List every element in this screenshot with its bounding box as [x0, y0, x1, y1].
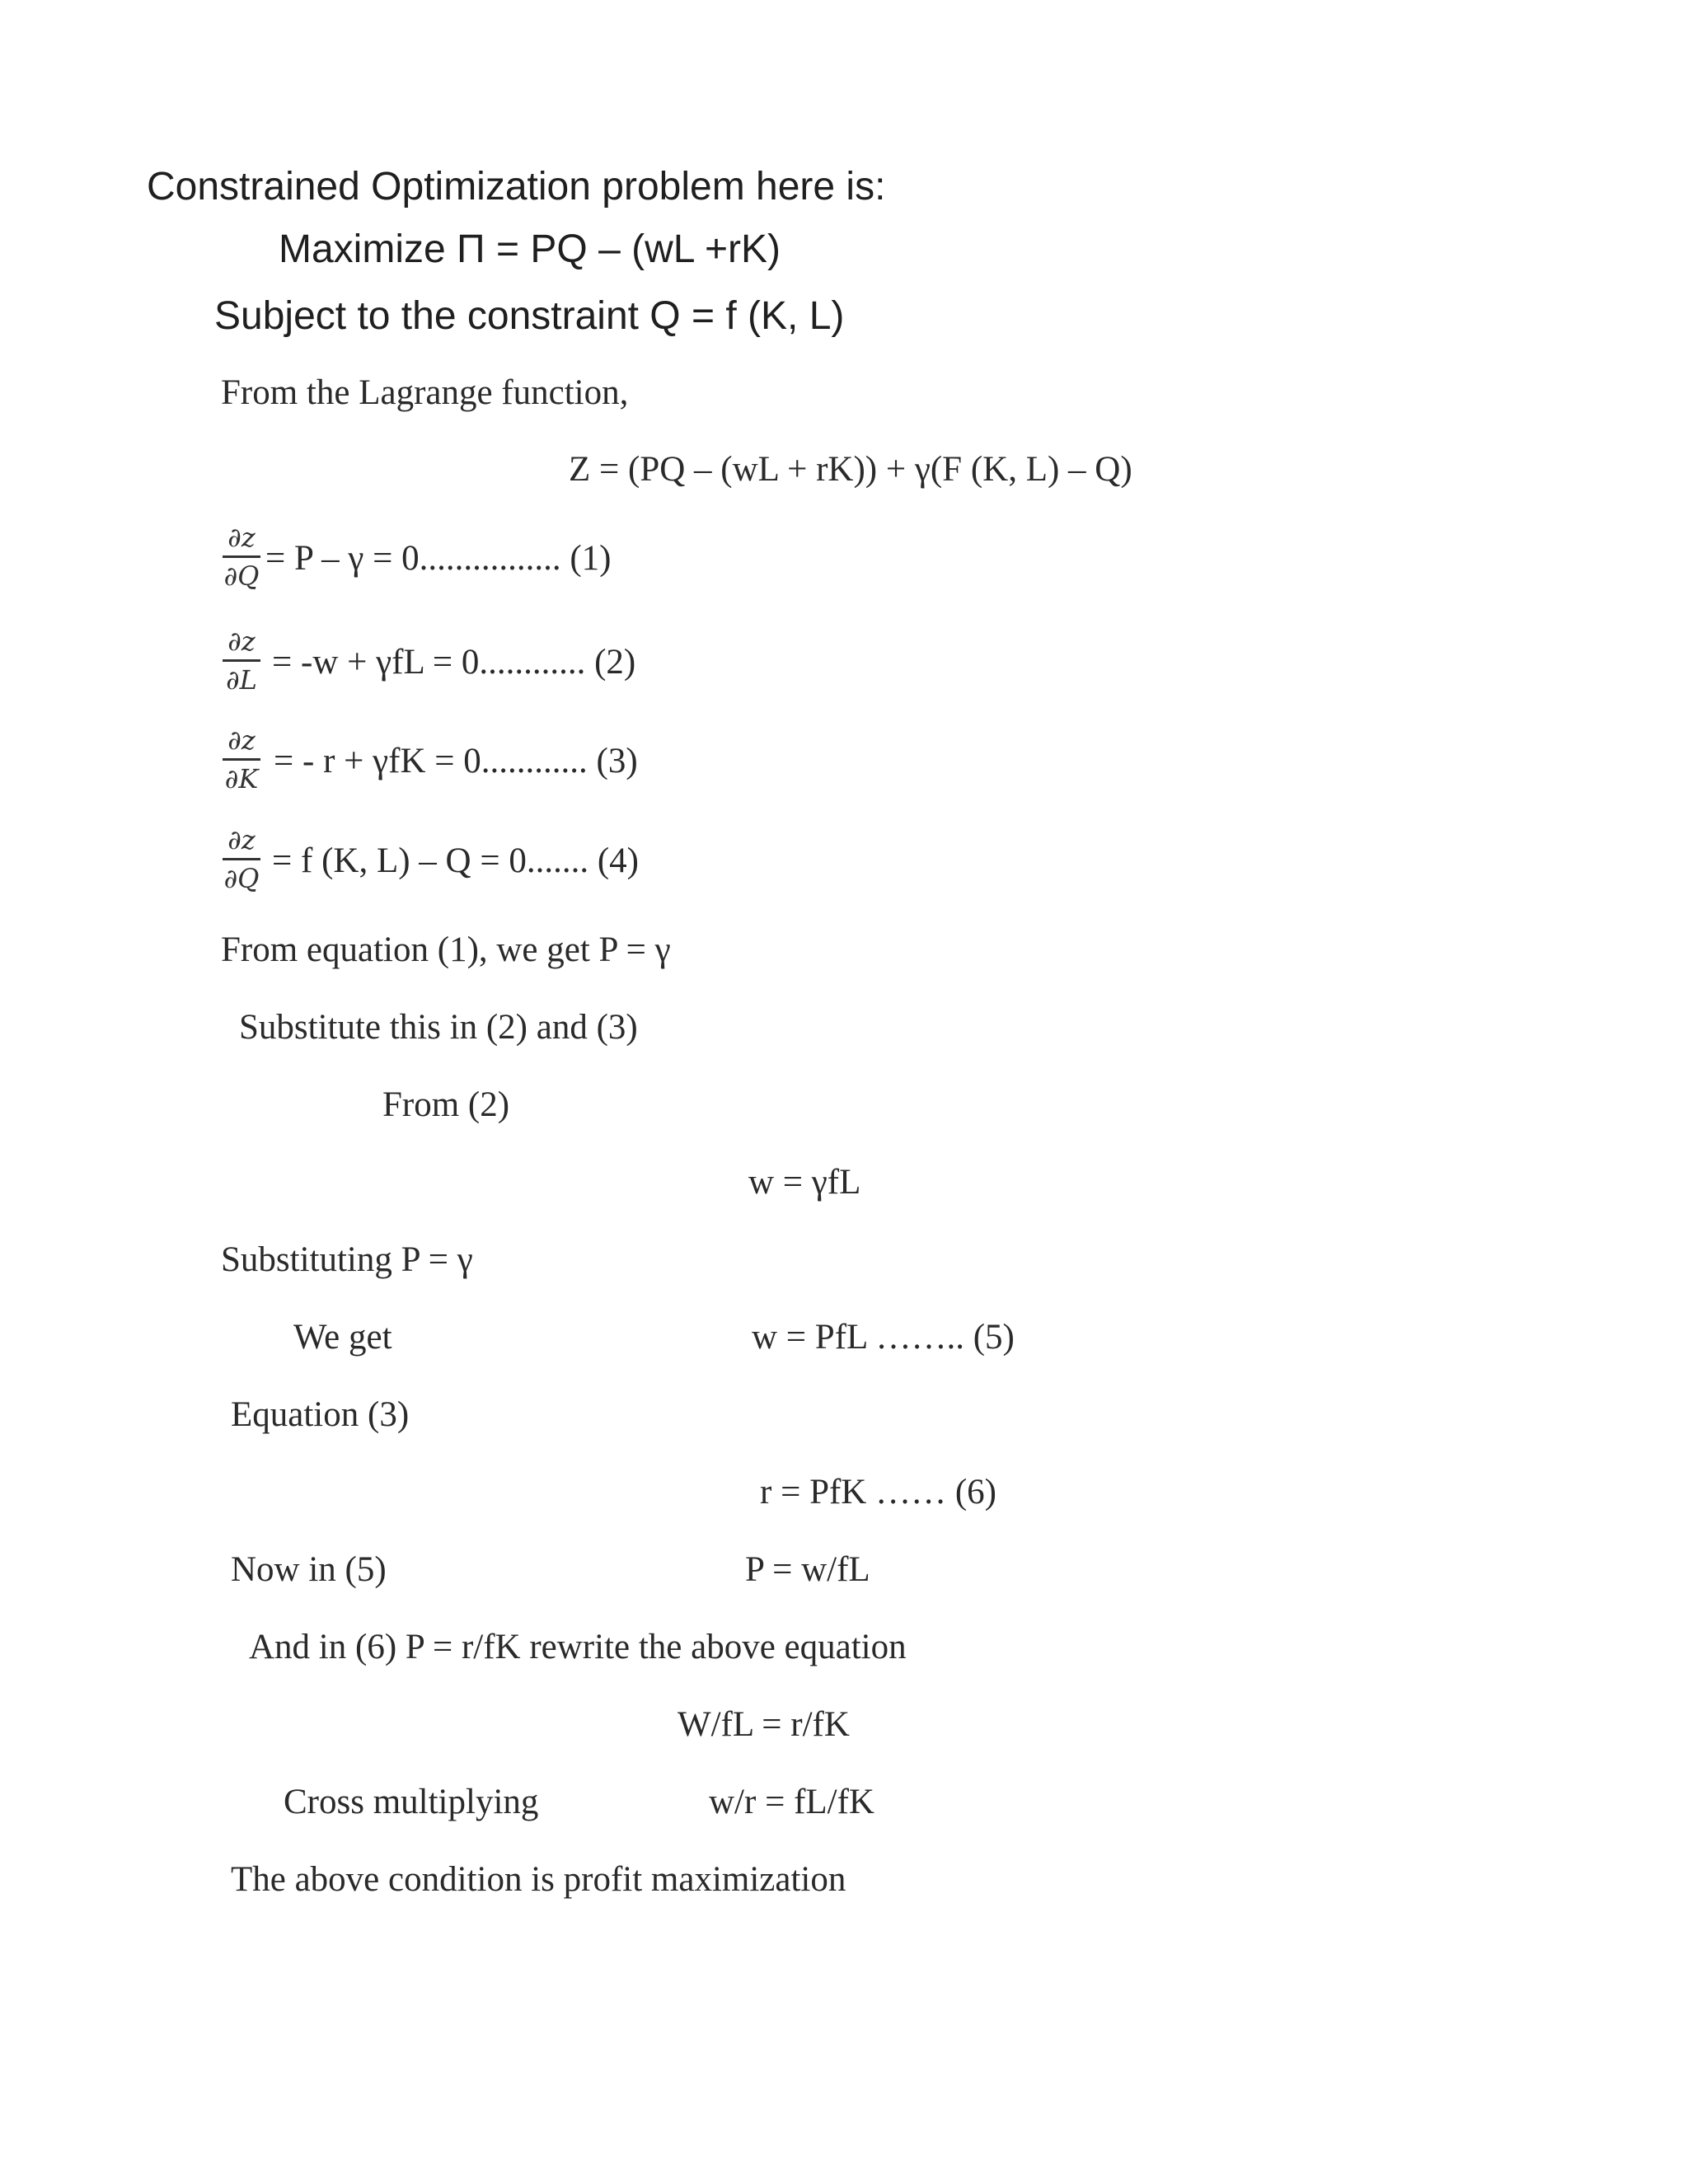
we-get-label: We get: [293, 1318, 392, 1357]
fraction-denominator: ∂L: [226, 664, 257, 696]
equation-3: = - r + γfK = 0............ (3): [274, 742, 638, 780]
p-equals-w-over-fl: P = w/fL: [745, 1550, 870, 1589]
partial-derivative-dz-dl: [221, 626, 262, 696]
cross-multiplying-result: w/r = fL/fK: [709, 1783, 874, 1821]
equation-4: = f (K, L) – Q = 0....... (4): [272, 841, 639, 880]
fraction-numerator: ∂z: [227, 522, 256, 553]
ratio-equation: W/fL = r/fK: [678, 1705, 850, 1744]
fraction-numerator: ∂z: [227, 724, 256, 756]
fraction-numerator: ∂z: [227, 824, 256, 855]
equation-3-label: Equation (3): [231, 1395, 410, 1434]
from-2-label: From (2): [382, 1085, 510, 1124]
partial-derivative-dz-dk: [221, 724, 262, 794]
objective-function: Maximize Π = PQ – (wL +rK): [279, 227, 781, 271]
from-equation-1: From equation (1), we get P = γ: [221, 930, 671, 969]
equation-5: w = PfL …….. (5): [752, 1318, 1015, 1357]
fraction-denominator: ∂K: [224, 763, 259, 794]
equation-6: r = PfK …… (6): [760, 1473, 996, 1511]
fraction-numerator: ∂z: [227, 626, 256, 657]
and-in-6-statement: And in (6) P = r/fK rewrite the above equation: [249, 1628, 907, 1666]
cross-multiplying-label: Cross multiplying: [284, 1783, 539, 1821]
fraction-denominator: ∂Q: [223, 863, 260, 894]
lagrange-function: Z = (PQ – (wL + rK)) + γ(F (K, L) – Q): [569, 450, 1132, 489]
partial-derivative-dz-dq-2: [221, 824, 262, 894]
now-in-5-label: Now in (5): [231, 1550, 387, 1589]
conclusion-statement: The above condition is profit maximization: [231, 1860, 846, 1899]
w-gamma-fl-equation: w = γfL: [748, 1163, 861, 1202]
fraction-denominator: ∂Q: [223, 560, 260, 592]
partial-derivative-dz-dq-1: [221, 522, 262, 592]
equation-2: = -w + γfL = 0............ (2): [272, 643, 636, 682]
substituting-p-gamma: Substituting P = γ: [221, 1240, 473, 1279]
problem-title: Constrained Optimization problem here is:: [147, 165, 886, 209]
constraint-statement: Subject to the constraint Q = f (K, L): [214, 294, 845, 338]
substitute-instruction: Substitute this in (2) and (3): [239, 1008, 638, 1047]
equation-1: = P – γ = 0................ (1): [265, 539, 612, 578]
lagrange-intro: From the Lagrange function,: [221, 373, 629, 412]
